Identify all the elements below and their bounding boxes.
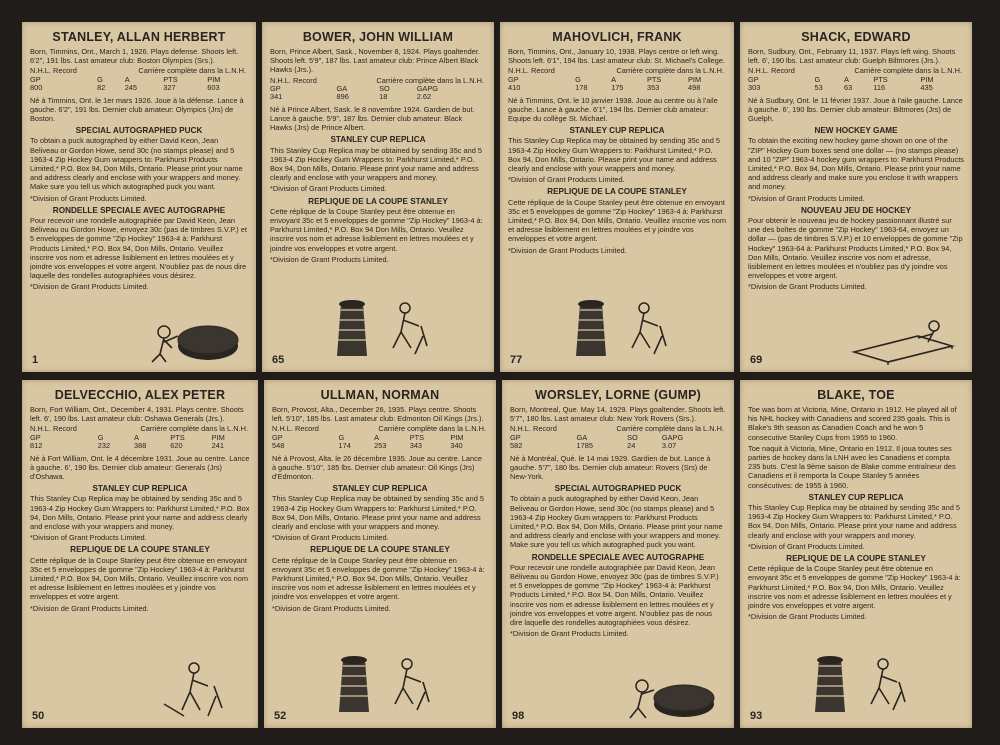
stanley-cup-illustration	[562, 296, 682, 366]
bio-en: Born, Prince Albert, Sask., November 8, 1924. Plays goaltender. Shoots left. 5'9", 187 lbs. Last amateur club: Prince Albert Black Hawks (Jrs.).	[270, 47, 480, 75]
offer-text-en: To obtain the exciting new hockey game shown on one of the "ZIP" Hockey Gum boxes send one dollar — (no stamps please) and 10 "ZIP" 1963-4 hockey gum wrappers to: Parkhurst Products Limited,* P.O. Box 94, Don Mills, Ontario. Please print your name and address clearly and make sure you enclose it with wrappers and money.	[748, 136, 964, 192]
card-77	[500, 22, 734, 372]
card-65	[262, 22, 494, 372]
player-name: STANLEY, ALLAN HERBERT	[52, 30, 226, 44]
stat-value: 303	[748, 83, 761, 93]
stats-table	[510, 425, 726, 450]
offer-text-fr: Cette réplique de la Coupe Stanley peut être obtenue en envoyant 35c et 5 enveloppes de gomme "Zip Hockey" 1963-4 à: Parkhurst Limited,* P.O. Box 94, Don Mills, Ontario. Veuillez inscrire vos nom et adresse lisiblement en lettres moulées et y joindre vos enveloppes et votre argent.	[30, 555, 248, 602]
stat-value: 18	[379, 92, 388, 102]
stat-value: 63	[843, 83, 853, 93]
stat-header: GP	[30, 432, 41, 442]
hockey-game-illustration	[848, 318, 958, 366]
stat-value: 435	[920, 83, 933, 93]
division-fr: *Division de Grant Products Limited.	[508, 245, 627, 255]
offer-text-en: This Stanley Cup Replica may be obtained by sending 35c and 5 1963-4 Zip Hockey Gum Wrappers to: Parkhurst Limited,* P.O. Box 94, Don Mills, Ontario. Please print your name and address clearly and enclose with your wrappers and money.	[272, 494, 484, 532]
offer-title-en: SPECIAL AUTOGRAPHED PUCK	[75, 126, 203, 136]
stat-value: 175	[611, 83, 624, 93]
stat-value: 498	[688, 83, 701, 93]
division-fr: *Division de Grant Products Limited.	[30, 603, 149, 613]
stat-value: 2.62	[416, 92, 432, 102]
stat-header: A	[843, 74, 849, 84]
card-50	[22, 380, 258, 728]
card-number: 50	[32, 710, 45, 722]
offer-title-fr: REPLIQUE DE LA COUPE STANLEY	[786, 554, 926, 564]
bio-en: Born, Sudbury, Ont., February 11, 1937. Plays left wing. Shoots left. 6', 190 lbs. Last amateur club: Guelph Biltmores (Jrs.).	[748, 47, 956, 66]
stat-header: G	[575, 74, 581, 84]
offer-text-fr: Pour obtenir le nouveau jeu de hockey passionnant illustré sur une des boîtes de gomme "Zip Hockey" 1963-64, envoyez un dollar — (pas de timbres S.V.P.) et 10 enveloppes de gomme "Zip Hockey" 1963-64 à: Parkhurst Products Limited,* P.O. Box 94, Don Mills, Ontario. Veuillez inscrire vos nom et adresse, lisiblement en lettres moulées et n'oubliez pas d'y joindre vos enveloppes et votre argent.	[748, 216, 963, 281]
player-name: BLAKE, TOE	[817, 388, 895, 402]
record-label-fr: Carrière complète dans la L.N.H.	[616, 66, 724, 76]
card-98	[502, 380, 734, 728]
stat-header: GA	[336, 84, 348, 94]
bio-en: Born, Provost, Alta., December 26, 1935. Plays centre. Shoots left. 5'10", 185 lbs. Last amateur club: Edmonton Oil Kings (Jrs.).	[272, 405, 484, 424]
stat-value: 82	[97, 83, 106, 93]
stat-header: PTS	[163, 74, 178, 84]
stat-value: 245	[124, 83, 138, 93]
stat-value: 174	[338, 441, 351, 451]
stat-value: 388	[134, 441, 147, 451]
card-93	[740, 380, 972, 728]
player-name: ULLMAN, NORMAN	[320, 388, 440, 402]
stat-value: 800	[30, 83, 43, 93]
stat-value: 327	[163, 83, 176, 93]
stats-table	[272, 425, 488, 450]
stat-header: PIM	[920, 74, 934, 84]
stat-header: A	[374, 432, 380, 442]
stat-header: GP	[30, 74, 41, 84]
stat-value: 896	[336, 92, 349, 102]
offer-text-en: This Stanley Cup Replica may be obtained by sending 35c and 5 1963-4 Zip Hockey Gum Wrappers to: Parkhurst Limited,* P.O. Box 94, Don Mills, Ontario. Please print your name and address clearly and enclose with your wrappers and money.	[30, 494, 250, 532]
offer-title-en: SPECIAL AUTOGRAPHED PUCK	[554, 484, 682, 494]
stat-value: 353	[646, 83, 660, 93]
record-label-en: N.H.L. Record	[508, 66, 555, 76]
stats-table	[270, 77, 486, 102]
bio-en: Born, Timmins, Ont., March 1, 1926. Plays defense. Shoots left. 6'2", 191 lbs. Last amateur club: Boston Olympics (Srs.).	[30, 47, 239, 66]
stat-value: 341	[270, 92, 283, 102]
offer-title-en: STANLEY CUP REPLICA	[92, 484, 188, 494]
card-69	[740, 22, 972, 372]
division-en: *Division of Grant Products Limited.	[270, 184, 387, 194]
stats-table	[30, 425, 250, 450]
offer-title-en: STANLEY CUP REPLICA	[332, 484, 428, 494]
bio-fr: Né à Sudbury, Ont. le 11 février 1937. Joue à l'aile gauche. Lance à gauche. 6', 190 lbs. Dernier club amateur: Biltmores (Jrs) de Guelph.	[748, 95, 963, 124]
offer-text-fr: Cette réplique de la Coupe Stanley peut être obtenue en envoyant 35c et 5 enveloppes de gomme "Zip Hockey" 1963-4 à: Parkhurst Limited,* P.O. Box 94, Don Mills, Ontario. Veuillez inscrire vos nom et adresse lisiblement en lettres moulées et y joindre vos enveloppes et votre argent.	[748, 564, 961, 611]
record-label-en: N.H.L. Record	[510, 424, 557, 434]
stat-value: 343	[409, 441, 423, 451]
stanley-cup-illustration	[325, 652, 445, 722]
offer-title-en: STANLEY CUP REPLICA	[808, 492, 904, 502]
stat-value: 548	[272, 441, 285, 451]
player-name: MAHOVLICH, FRANK	[552, 30, 682, 44]
stat-header: A	[611, 74, 617, 84]
offer-text-en: To obtain a puck autographed by either David Keon, Jean Beliveau or Gordon Howe, send 30c (no stamps please) and 5 1963-4 Zip Hockey Gum wrappers to: Parkhurst Products Limited,* P.O. Box 94, Don Mills, Ontario. Please print your name and address clearly and enclose with your wrappers and money. Make sure you tell us which autographed puck you want.	[30, 136, 243, 192]
offer-text-fr: Cette réplique de la Coupe Stanley peut être obtenue en envoyant 35c et 5 enveloppes de gomme "Zip Hockey" 1963-4 à: Parkhurst Limited,* P.O. Box 94, Don Mills, Ontario. Veuillez inscrire vos nom et adresse lisiblement en lettres moulées et y joindre vos enveloppes et votre argent.	[272, 555, 485, 602]
division-en: *Division of Grant Products Limited.	[748, 193, 865, 203]
bio-fr: Né à Fort William, Ont. le 4 décembre 1931. Joue au centre. Lance à gauche. 6', 190 lbs. Dernier club amateur: Generals (Jrs) d'Oshawa.	[30, 453, 250, 482]
offer-title-fr: REPLIQUE DE LA COUPE STANLEY	[70, 545, 210, 555]
division-fr: *Division de Grant Products Limited.	[748, 282, 867, 292]
bio-en: Toe was born at Victoria, Mine, Ontario in 1912. He played all of his NHL hockey with Canadiens and scored 235 goals. This is Blake's 9th season as Canadien Coach and he won 5 consecutive Stanley Cups from 1955 to 1960.	[748, 405, 957, 442]
stat-header: PIM	[207, 74, 221, 84]
card-number: 98	[512, 710, 525, 722]
bio-fr: Toe naquit à Victoria, Mine, Ontario en 1912. Il joua toutes ses parties de hockey dans la LNH avec les Canadiens et compta 235 buts. C'est la 9ème saison de Blake comme entraîneur des Canadiens et il remporta la Coupe Stanley 5 années consécutives: de 1955 à 1960.	[748, 443, 956, 490]
division-fr: *Division de Grant Products Limited.	[272, 603, 391, 613]
stat-value: 340	[450, 441, 463, 451]
division-en: *Division of Grant Products Limited.	[508, 175, 625, 185]
stat-value: 53	[814, 83, 823, 93]
offer-title-fr: REPLIQUE DE LA COUPE STANLEY	[547, 187, 687, 197]
player-name: SHACK, EDWARD	[801, 30, 911, 44]
card-52	[264, 380, 496, 728]
player-name: WORSLEY, LORNE (GUMP)	[534, 388, 701, 402]
card-number: 69	[750, 354, 763, 366]
card-number: 93	[750, 710, 763, 722]
stat-header: G	[338, 432, 345, 442]
offer-text-en: This Stanley Cup Replica may be obtained by sending 35c and 5 1963-4 Zip Hockey Gum Wrappers to: Parkhurst Limited,* P.O. Box 94, Don Mills, Ontario. Please print your name and address clearly and enclose with your wrappers and money.	[748, 503, 960, 540]
offer-text-fr: Cette réplique de la Coupe Stanley peut être obtenue en envoyant 35c et 5 enveloppes de gomme "Zip Hockey" 1963-4 à: Parkhurst Limited,* P.O. Box 94 Don Mills, Ontario. Veuillez inscrire vos nom et adresse lisiblement en lettres moulées et y joindre vos enveloppes et votre argent.	[270, 206, 483, 253]
division-en: *Division of Grant Products Limited.	[30, 533, 147, 543]
offer-text-fr: Pour recevoir une rondelle autographiée par David Keon, Jean Béliveau ou Gordon Howe, envoyez 30c (pas de timbres S.V.P.) et 5 enveloppes de gomme "Zip Hockey" 1963-4 à: Parkhurst Products Limited,* P.O. Box 94, Don Mills, Ontario. Veuillez inscrire vos nom et adresse lisiblement en lettres moulées et y joindre vos enveloppes et votre argent. N'oubliez pas de nous dire laquelle des rondelles autographiées vous désirez.	[30, 216, 247, 281]
offer-text-fr: Cette réplique de la Coupe Stanley peut être obtenue en envoyant 35c et 5 enveloppes de gomme "Zip Hockey" 1963-4 à: Parkhurst Limited,* P.O. Box 94, Don Mills, Ontario. Veuillez inscrire vos nom et adresse lisiblement en lettres moulées et y joindre vos enveloppes et votre argent.	[508, 197, 726, 244]
stat-value: 24	[627, 441, 636, 451]
stat-header: GA	[576, 432, 588, 442]
stat-value: 1785	[576, 441, 593, 451]
stat-header: PIM	[688, 74, 702, 84]
stat-value: 253	[374, 441, 387, 451]
stat-value: 232	[97, 441, 111, 451]
player-name: DELVECCHIO, ALEX PETER	[54, 388, 226, 402]
record-label-en: N.H.L. Record	[272, 424, 319, 434]
player-name: BOWER, JOHN WILLIAM	[302, 30, 454, 44]
stat-header: GP	[508, 74, 519, 84]
stats-table	[748, 67, 964, 92]
bio-fr: Né à Timmins, Ont. le 1er mars 1926. Joue à la défense. Lance à gauche. 6'2", 191 lbs. Dernier club amateur: Olympics (Jrs) de Boston.	[30, 95, 244, 124]
stat-header: PIM	[211, 432, 225, 442]
card-number: 1	[32, 354, 39, 366]
stat-header: GP	[510, 432, 521, 442]
offer-text-en: To obtain a puck autographed by either David Keon, Jean Beliveau or Gordon Howe, send 30c (no stamps please) and 5 1963-4 Zip Hockey Gum wrappers to: Parkhurst Products Limited,* P.O. Box 94, Don Mills, Ontario. Please print your name and address clearly and enclose with your wrappers and money. Make sure you tell us which autographed puck you want.	[510, 494, 723, 550]
card-number: 77	[510, 354, 523, 366]
stat-header: G	[97, 74, 103, 84]
offer-title-fr: RONDELLE SPECIALE AVEC AUTOGRAPHE	[531, 552, 705, 562]
division-en: *Division of Grant Products Limited.	[272, 533, 389, 543]
bio-fr: Né à Montréal, Qué. le 14 mai 1929. Gardien de but. Lance à gauche. 5'7", 180 lbs. Dernier club amateur: Rovers (Srs) de New-York.	[510, 453, 711, 482]
record-label-fr: Carrière complète dans la L.N.H.	[854, 66, 962, 76]
stat-header: PTS	[873, 74, 888, 84]
stat-header: SO	[627, 432, 638, 442]
card-number: 65	[272, 354, 285, 366]
stat-value: 620	[170, 441, 183, 451]
offer-title-en: STANLEY CUP REPLICA	[569, 126, 665, 136]
bio-fr: Né à Prince Albert, Sask. le 8 novembre 1924. Gardien de but. Lance à gauche. 5'9", 187 lbs. Dernier club amateur: Black Hawks (Jrs) de Prince Albert.	[270, 104, 475, 133]
division-fr: *Division de Grant Products Limited.	[270, 254, 389, 264]
stat-header: SO	[379, 84, 390, 94]
record-label-fr: Carrière complète dans la L.N.H.	[138, 66, 246, 76]
offer-title-en: STANLEY CUP REPLICA	[330, 135, 426, 145]
division-fr: *Division de Grant Products Limited.	[748, 612, 867, 622]
stat-header: PTS	[170, 432, 185, 442]
puck-illustration	[142, 314, 242, 366]
stat-value: 116	[873, 83, 886, 93]
division-fr: *Division de Grant Products Limited.	[30, 282, 149, 292]
stat-header: GP	[272, 432, 283, 442]
bio-fr: Né à Provost, Alta. le 26 décembre 1935. Joue au centre. Lance à gauche. 5'10", 185 lbs. Dernier club amateur: Oil Kings (Jrs) d'Edmonton.	[272, 453, 482, 482]
stat-header: G	[814, 74, 821, 84]
record-label-en: N.H.L. Record	[270, 75, 317, 85]
stat-header: A	[134, 432, 139, 442]
stat-header: PTS	[409, 432, 425, 442]
record-label-en: N.H.L. Record	[30, 424, 77, 434]
bio-en: Born, Montreal, Que. May 14, 1929. Plays goaltender. Shoots left. 5'7", 180 lbs. Last amateur club: New York Rovers (Srs.).	[510, 405, 726, 424]
stat-value: 812	[30, 441, 43, 451]
card-number: 52	[274, 710, 287, 722]
stat-header: GP	[748, 74, 759, 84]
offer-text-en: This Stanley Cup Replica may be obtained by sending 35c and 5 1963-4 Zip Hockey Gum Wrappers to: Parkhurst Limited,* P.O. Box 94, Don Mills, Ontario. Please print your name and address clearly and enclose with your wrappers and money.	[270, 145, 482, 183]
division-en: *Division of Grant Products Limited.	[30, 193, 147, 203]
record-label-fr: Carrière complète dans la L.N.H.	[616, 424, 724, 434]
stat-header: GAPG	[661, 432, 684, 442]
bio-en: Born, Fort William, Ont., December 4, 1931. Plays centre. Shoots left. 6', 190 lbs. Last amateur club: Oshawa Generals (Jrs.).	[30, 405, 244, 424]
record-label-en: N.H.L. Record	[30, 66, 77, 76]
offer-text-fr: Pour recevoir une rondelle autographiée par David Keon, Jean Béliveau ou Gordon Howe, envoyez 30c (pas de timbres S.V.P.) et 5 enveloppes de gomme "Zip Hockey" 1963-4 à: Parkhurst Products Limited,* P.O. Box 94, Don Mills, Ontario. Veuillez inscrire vos nom et adresse lisiblement en lettres moulées et y joindre vos enveloppes et votre argent. N'oubliez pas de nous dire laquelle des rondelles autographiées vous désirez.	[510, 562, 719, 628]
offer-text-en: This Stanley Cup Replica may be obtained by sending 35c and 5 1963-4 Zip Hockey Gum Wrappers to: Parkhurst Limited,* P.O. Box 94, Don Mills, Ontario. Please print your name and address clearly and enclose with your wrappers and money.	[508, 136, 720, 174]
stat-header: G	[97, 432, 104, 442]
stat-header: A	[124, 74, 130, 84]
stat-value: 582	[510, 441, 523, 451]
offer-title-fr: REPLIQUE DE LA COUPE STANLEY	[310, 545, 450, 555]
stat-header: PTS	[646, 74, 662, 84]
stats-table	[508, 67, 726, 92]
offer-title-fr: RONDELLE SPECIALE AVEC AUTOGRAPHE	[52, 205, 226, 215]
puck-illustration	[620, 676, 720, 722]
stat-value: 603	[207, 83, 220, 93]
offer-title-en: NEW HOCKEY GAME	[814, 126, 898, 136]
division-en: *Division of Grant Products Limited.	[748, 541, 865, 551]
record-label-fr: Carrière complète dans la L.N.H.	[376, 75, 484, 85]
card-1	[22, 22, 256, 372]
bio-fr: Né à Timmins, Ont. le 10 janvier 1938. Joue au centre ou à l'aile gauche. Lance à gauche. 6'1", 194 lbs. Dernier club amateur: Equipe du collège St. Michael.	[508, 95, 718, 124]
record-label-fr: Carrière complète dans la L.N.H.	[378, 424, 486, 434]
offer-title-fr: NOUVEAU JEU DE HOCKEY	[800, 205, 912, 215]
stanley-cup-illustration	[323, 296, 443, 366]
stanley-cup-illustration	[801, 652, 921, 722]
stat-value: 410	[508, 83, 521, 93]
stat-header: PIM	[450, 432, 464, 442]
stat-value: 241	[211, 441, 225, 451]
stat-value: 3.07	[661, 441, 677, 451]
record-label-fr: Carrière complète dans la L.N.H.	[140, 424, 248, 434]
stats-table	[30, 67, 248, 92]
players-illustration	[154, 660, 244, 722]
stat-header: GP	[270, 84, 281, 94]
record-label-en: N.H.L. Record	[748, 66, 795, 76]
bio-en: Born, Timmins, Ont., January 10, 1938. Plays centre or left wing. Shoots left. 6'1", 194 lbs. Last amateur club: St. Michael's College.	[508, 47, 726, 66]
offer-title-fr: REPLIQUE DE LA COUPE STANLEY	[308, 196, 448, 206]
stat-header: GAPG	[416, 84, 439, 94]
division-fr: *Division de Grant Products Limited.	[510, 629, 629, 639]
stat-value: 178	[575, 83, 588, 93]
